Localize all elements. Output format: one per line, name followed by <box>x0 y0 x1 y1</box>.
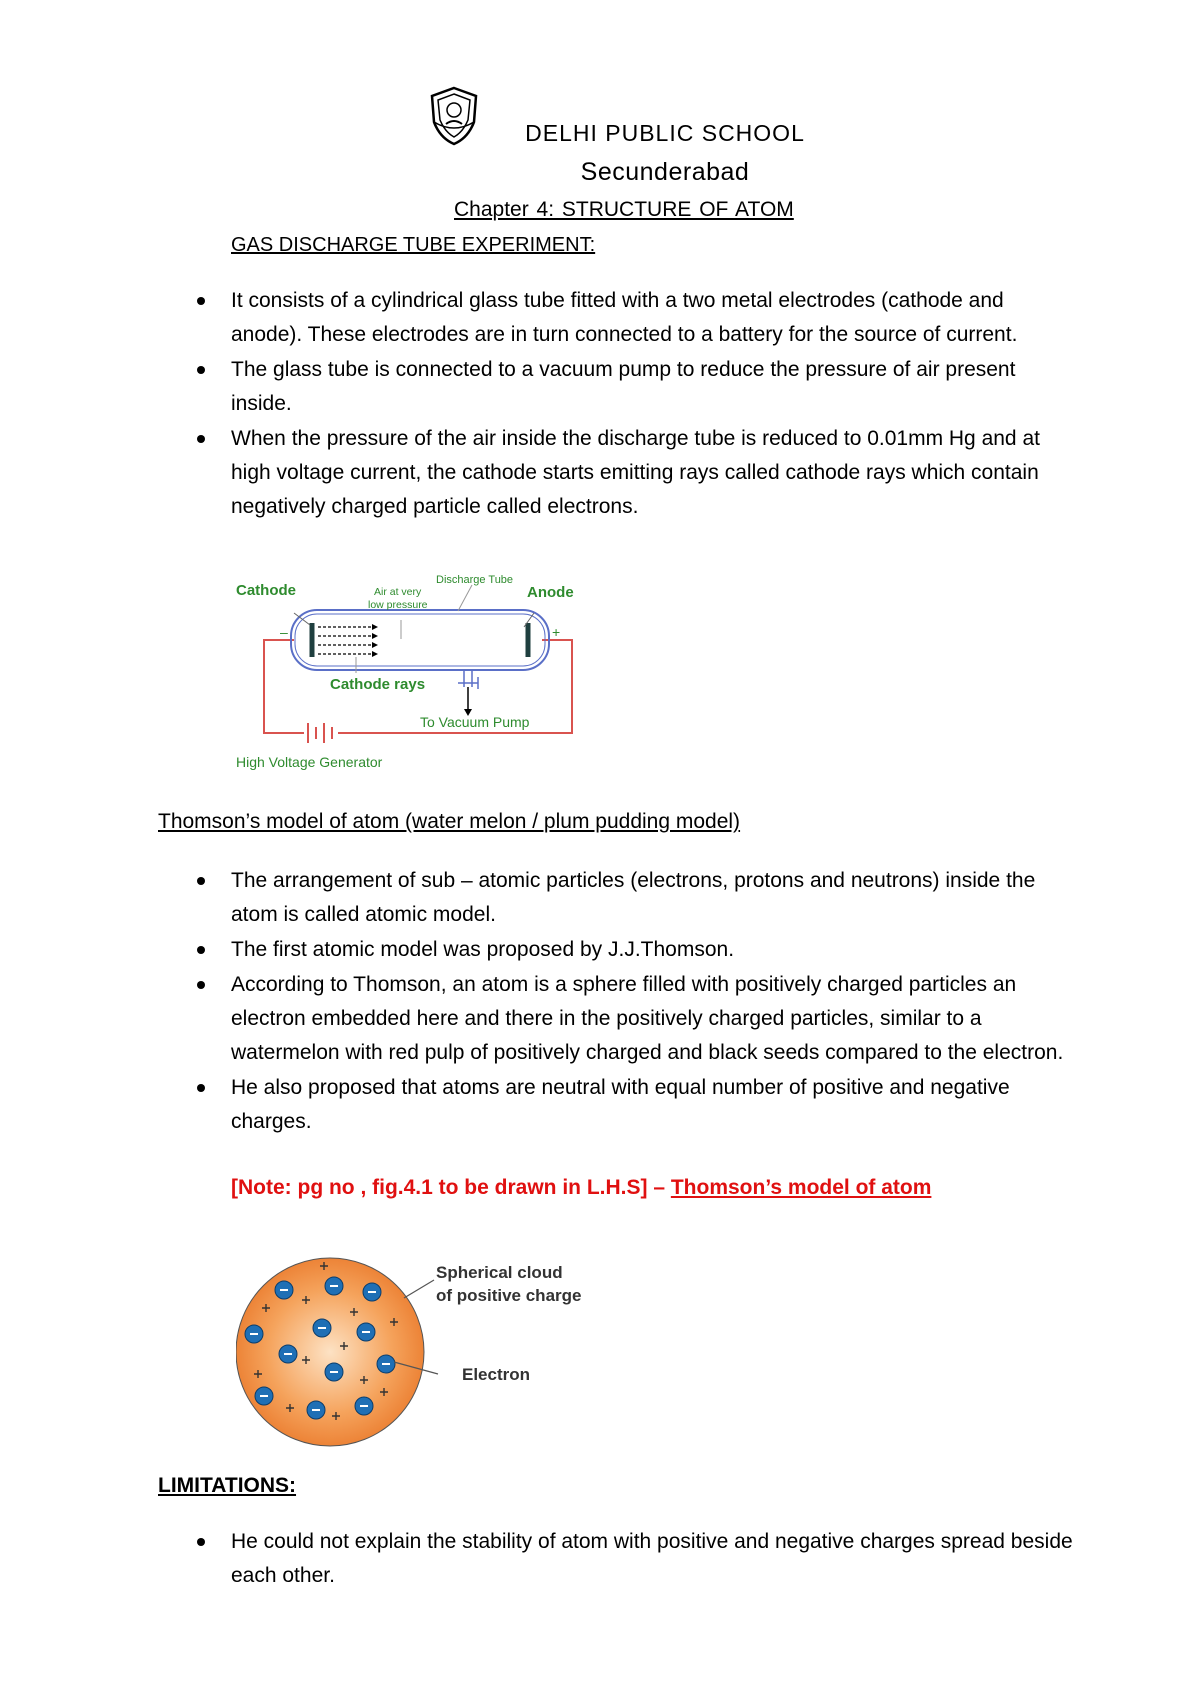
battery-icon <box>308 723 332 743</box>
list-item: The glass tube is connected to a vacuum pump to reduce the pressure of air present inside. <box>195 353 1075 421</box>
list-item: The first atomic model was proposed by J.J.Thomson. <box>195 933 1075 967</box>
vacuum-pump-label: To Vacuum Pump <box>420 714 530 730</box>
cathode-rays-label: Cathode rays <box>330 676 426 693</box>
school-name: DELHI PUBLIC SCHOOL <box>525 120 805 146</box>
discharge-tube-label: Discharge Tube <box>436 574 514 586</box>
discharge-tube-diagram <box>236 565 596 775</box>
thomson-bullet-list <box>195 864 1075 1140</box>
cathode-label: Cathode <box>236 582 296 599</box>
air-pressure-label: Air at very low pressure <box>368 586 428 611</box>
section-title-thomson-model: Thomson’s model of atom (water melon / plum pudding model) <box>158 810 741 833</box>
list-item: According to Thomson, an atom is a sphere filled with positively charged particles an electron embedded here and there in the positively charged particles, similar to a watermelon with red pulp of positively charged and black seeds compared to the electron. <box>195 968 1075 1070</box>
list-item: He also proposed that atoms are neutral with equal number of positive and negative charges. <box>195 1071 1075 1139</box>
list-item: He could not explain the stability of atom with positive and negative charges spread beside each other. <box>195 1525 1075 1593</box>
school-city: Secunderabad <box>580 158 750 186</box>
minus-sign-label: – <box>280 624 288 640</box>
note-prefix: [Note: pg no , fig.4.1 to be drawn in L.H.S] – <box>231 1176 671 1199</box>
anode-label: Anode <box>527 584 574 601</box>
list-item: The arrangement of sub – atomic particles (electrons, protons and neutrons) inside the atom is called atomic model. <box>195 864 1075 932</box>
section-title-gas-discharge: GAS DISCHARGE TUBE EXPERIMENT: <box>231 234 596 256</box>
generator-label: High Voltage Generator <box>236 754 383 770</box>
list-item: When the pressure of the air inside the discharge tube is reduced to 0.01mm Hg and at high voltage current, the cathode starts emitting rays called cathode rays which contain negatively charged particle called electrons. <box>195 422 1075 524</box>
note-link: Thomson’s model of atom <box>670 1176 932 1199</box>
plus-sign-label: + <box>552 624 561 640</box>
note-line <box>231 1176 931 1200</box>
spherical-cloud-label: Spherical cloud <box>436 1263 563 1282</box>
chapter-title: Chapter 4: STRUCTURE OF ATOM <box>454 198 794 221</box>
section-title-limitations: LIMITATIONS: <box>158 1474 297 1497</box>
electron-label: Electron <box>462 1365 531 1384</box>
positive-charge-label: of positive charge <box>436 1286 582 1305</box>
gas-discharge-bullet-list <box>195 284 1075 525</box>
thomson-model-diagram <box>236 1252 616 1452</box>
list-item: It consists of a cylindrical glass tube fitted with a two metal electrodes (cathode and anode). These electrodes are in turn connected to a battery for the source of current. <box>195 284 1075 352</box>
limitations-bullet-list <box>195 1525 1075 1594</box>
